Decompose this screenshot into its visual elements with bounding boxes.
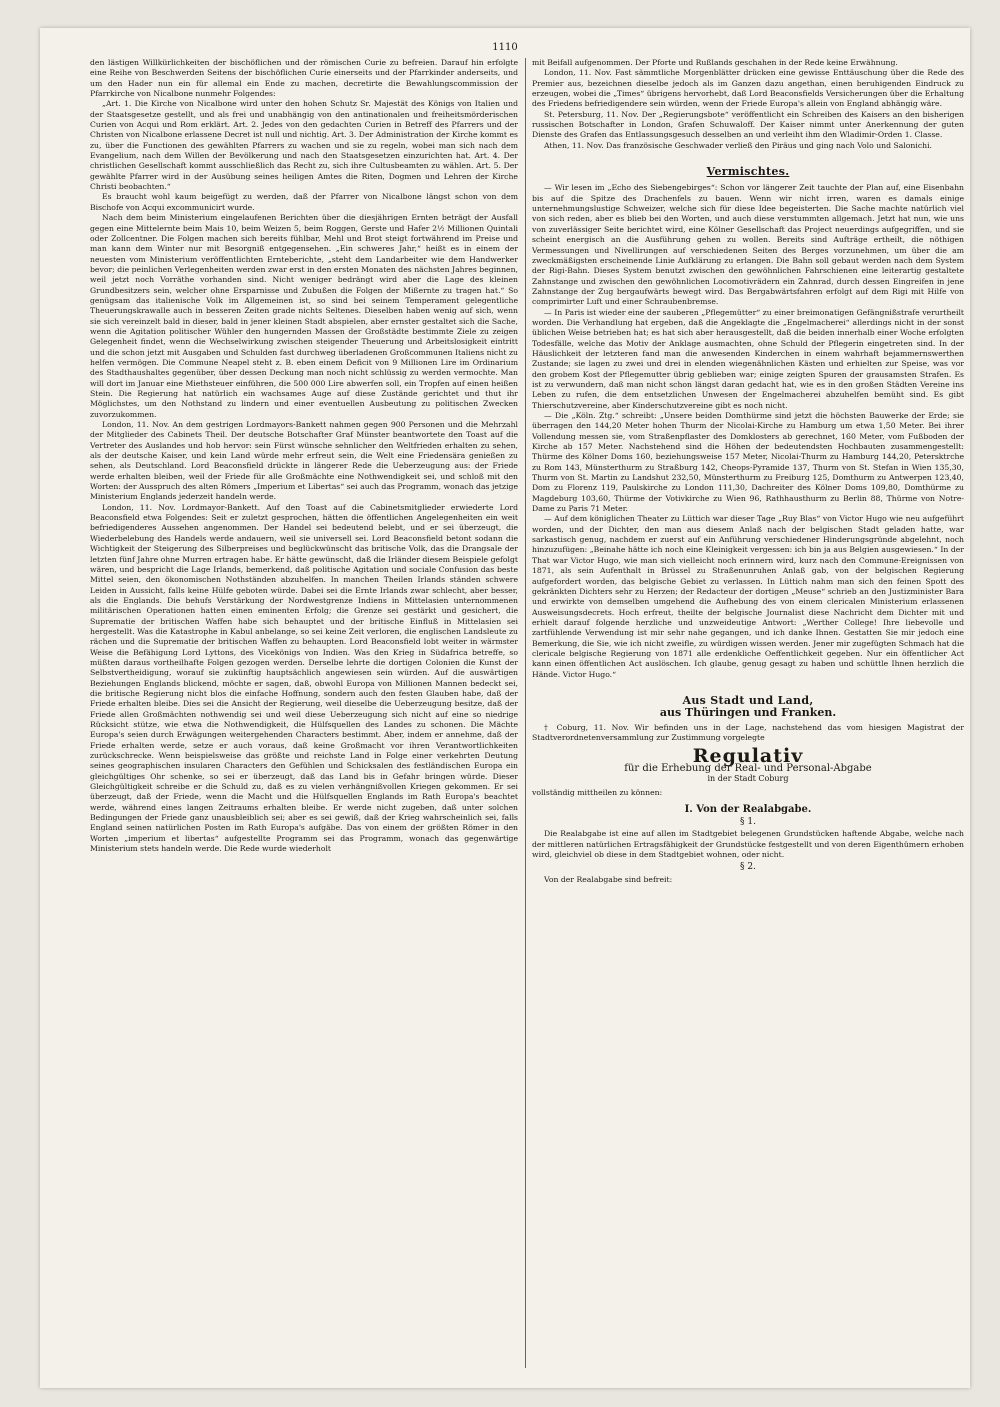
article-paragraph: den lästigen Willkürlichkeiten der bischöflichen und der römischen Curie zu befreien. Darauf hin erfolgte eine Reihe von Beschwerden Seitens der bischöflichen Curie einerseits und der Pfarrkinder anderseits, und um den Hader nun ein für allemal ein Ende zu machen, decretirte die Bewahlungscommission der Pfarrkirche von Nicalbone nunmehr Folgendes: (90, 58, 518, 99)
paragraph-number: § 2. (740, 862, 756, 873)
article-paragraph: London, 11. Nov. An dem gestrigen Lordmayors-Bankett nahmen gegen 900 Personen und die Mehrzahl der Mitglieder des Cabinets Theil. Der deutsche Botschafter Graf Münster beantwortete den Toast auf die Vertreter des Auslandes und hob hervor: sein Fürst wünsche sehnlicher den Weltfrieden erhalten zu sehen, als der deutsche Kaiser, und kein Land würde mehr erfreut sein, die Welt eine Friedensära genießen zu sehen, als Deutschland. Lord Beaconsfield drückte in längerer Rede die Ueberzeugung aus: der Friede werde erhalten bleiben, weil der Friede für alle Großmächte eine Nothwendigkeit sei, und schloß mit den Worten: der Ausspruch des alten Römers „Imperium et Libertas“ sei auch das Programm, wonach das jetzige Ministerium Englands jederzeit handeln werde. (90, 420, 518, 502)
regulativ-section-heading: I. Von der Realabgabe. (684, 803, 812, 815)
article-paragraph: — Auf dem königlichen Theater zu Lüttich war dieser Tage „Ruy Blas“ von Victor Hugo wie neu aufgeführt worden, und der Dichter, den man aus diesem Anlaß nach der belgischen Stadt geladen hatte, war sarkastisch genug, nachdem er zuerst auf ein Anführung verschiedener Hinderungsgründe abgelehnt, noch hinzuzufügen: „Beinahe hätte ich noch eine Kleinigkeit vergessen: ich bin ja aus Belgien ausgewiesen.“ In der That war Victor Hugo, wie man sich vielleicht noch erinnern wird, kurz nach den Commune-Ereignissen von 1871, als sein Aufenthalt in Brüssel zu Straßenunruhen Anlaß gab, von der belgischen Regierung aufgefordert worden, das belgische Gebiet zu verlassen. In Lüttich nahm man sich den feinen Spott des gekränkten Dichters sehr zu Herzen; der Redacteur der dortigen „Meuse“ schrieb an den Justizminister Bara und erwirkte von demselben umgehend die Aufhebung des von einem clericalen Ministerium erlassenen Ausweisungsdecrets. Hoch erfreut, theilte der belgische Journalist diese Nachricht dem Dichter mit und erhielt darauf folgende herzliche und unzweideutige Antwort: „Werther College! Ihre liebevolle und zartfühlende Verwendung ist mir sehr nahe gegangen, und ich danke Ihnen. Gestatten Sie mir jedoch eine Bemerkung, die Sie, wie ich nicht zweifle, zu würdigen wissen werden. Jener mir zugefügten Schmach hat die clericale belgische Regierung von 1871 alle erdenkliche Oeffentlichkeit gegeben. Nur ein öffentlicher Act kann einen öffentlichen Act auslöschen. Ich glaube, genug gesagt zu haben und schüttle Ihnen herzlich die Hände. Victor Hugo.“ (532, 514, 964, 679)
regulativ-place: in der Stadt Coburg (707, 774, 789, 783)
article-paragraph: London, 11. Nov. Lordmayor-Bankett. Auf den Toast auf die Cabinetsmitglieder erwiederte Lord Beaconsfield etwa Folgendes: Seit er zuletzt gesprochen, hätten die öffentlichen Angelegenheiten ein weit befriedigenderes Aussehen angenommen. Der Handel sei bedeutend belebt, und er sei überzeugt, die Wiederbelebung des Handels werde andauern, weil sie universell sei. Lord Beaconsfield betont sodann die Wichtigkeit der Steigerung des Silberpreises und beglückwünscht das britische Volk, das die Drangsale der letzten fünf Jahre ohne Murren ertragen habe. Er hätte gewünscht, daß die Irländer diesem Beispiele gefolgt wären, und bespricht die Lage Irlands, bemerkend, daß politische Agitation und sociale Confusion das beste Mittel seien, den ökonomischen Nothständen abzuhelfen. In manchen Theilen Irlands ständen schwere Leiden in Aussicht, falls keine Hülfe geboten würde. Dabei sei die Ernte Irlands zwar schlecht, aber besser, als die Englands. Die behufs Verstärkung der Nordwestgrenze Indiens in Mittelasien unternommenen militärischen Operationen hatten einen eminenten Erfolg; die Grenze sei gestärkt und gesichert, die Suprematie der britischen Waffen habe sich behauptet und der britische Einfluß in Mittelasien sei hergestellt. Was die Katastrophe in Kabul anbelange, so sei keine Zeit verloren, die englischen Landsleute zu rächen und die Suprematie der britischen Waffen zu behaupten. Lord Beaconsfield lobt weiter in wärmster Weise die Befähigung Lord Lyttons, des Vicekönigs von Indien. Was den Krieg in Südafrica betreffe, so müßten daraus vortheilhafte Folgen gezogen werden. Derselbe lehrte die dortigen Colonien die Kunst der Selbstvertheidigung, worauf sie zukünftig hauptsächlich angewiesen sein würden. Auf die auswärtigen Beziehungen Englands blickend, möchte er sagen, daß, obwohl Europa von Millionen Mannen bedeckt sei, die britische Regierung nicht blos die einfache Hoffnung, sondern auch den festen Glauben habe, daß der Friede erhalten bleibe. Dies sei die Ansicht der Regierung, weil dieselbe die Ueberzeugung besitze, daß der Friede allen Großmächten nothwendig sei und weil diese Ueberzeugung sich nicht auf eine so niedrige Rücksicht stütze, wie etwa die Nothwendigkeit, die Hülfsquellen des Landes zu schonen. Die Mächte Europa's seien durch Erwägungen weitergehenden Characters bestimmt. Aber, indem er annehme, daß der Friede erhalten werde, setze er auch voraus, daß keine Großmacht vor ihren Verantwortlichkeiten zurückschrecke. Wenn beispielsweise das größte und reichste Land in Folge einer verkehrten Deutung seines geographischen insularen Characters den Gefühlen und Schicksalen des festländischen Europa ein gleichgültiges Ohr schenke, so sei er überzeugt, daß das Land bis in Gefahr bringen würde. Dieser Gleichgültigkeit schreibe er die Schuld zu, daß es zu vielen verhängnißvollen Kriegen gekommen. Er sei überzeugt, daß der Friede, wenn die Macht und die Hülfsquellen Englands im Rath Europa's beachtet werde, während eines langen Zeitraums erhalten bleibe. Er werde nicht zugeben, daß unter solchen Bedingungen der Friede ganz unausbleiblich sei; aber es sei gewiß, daß der Krieg wahrscheinlich sei, falls England seinen natürlichen Posten im Rath Europa's aufgäbe. Das von einem der größten Römer in den Worten „imperium et libertas“ aufgestellte Programm sei das Programm, wonach das gegenwärtige Ministerium stets handeln werde. Die Rede wurde wiederholt (90, 502, 518, 854)
article-paragraph: London, 11. Nov. Fast sämmtliche Morgenblätter drücken eine gewisse Enttäuschung über die Rede des Premier aus, bezeichnen dieselbe jedoch als im Ganzen dazu angethan, einen beruhigenden Eindruck zu erzeugen, wobei die „Times“ übrigens hervorhebt, daß Lord Beaconsfields Versicherungen über die Erhaltung des Friedens befriedigendere sein würden, wenn der Friede Europa's allein von England abhängig wäre. (532, 68, 964, 109)
newspaper-page (40, 28, 970, 1388)
article-paragraph: — Wir lesen im „Echo des Siebengebirges“: Schon vor längerer Zeit tauchte der Plan auf, eine Eisenbahn bis auf die Spitze des Drachenfels zu bauen. Wenn wir nicht irren, waren es damals einige unternehmungslustige Schweizer, welche sich für diese Idee begeisterten. Die Sache machte natürlich viel von sich reden, aber es blieb bei den Worten, und auch diese verstummten allgemach. Jetzt hat nun, wie uns von zuverlässiger Seite berichtet wird, eine Kölner Gesellschaft das Project neuerdings aufgegriffen, und sie scheint energisch an die Ausführung gehen zu wollen. Bereits sind Aufträge ertheilt, die nöthigen Vermessungen und Nivellirungen auf verschiedenen Seiten des Berges vorzunehmen, um über die am zweckmäßigsten erscheinende Linie Aufklärung zu erlangen. Die Bahn soll gebaut werden nach dem System der Rigi-Bahn. Dieses System benutzt zwischen den gewöhnlichen Fahrschienen eine leiterartig gestaltete Zahnstange und zwischen den gewöhnlichen Locomotivrädern ein Zahnrad, durch dessen Eingreifen in jene Zahnstange der Zug bergaufwärts bewegt wird. Das Bergabwärtsfahren erfolgt auf dem Rigi mit Hilfe von comprimirter Luft und einer Schraubenbremse. (532, 183, 964, 307)
article-paragraph: — Die „Köln. Ztg.“ schreibt: „Unsere beiden Domthürme sind jetzt die höchsten Bauwerke der Erde; sie überragen den 144,20 Meter hohen Thurm der Nicolai-Kirche zu Hamburg um etwa 1,50 Meter. Bei ihrer Vollendung messen sie, vom Straßenpflaster des Domklosters ab gerechnet, 160 Meter, vom Fußboden der Kirche ab 157 Meter. Nachstehend sind die Höhen der bedeutendsten Hochbauten zusammengestellt: Thürme des Kölner Doms 160, beziehungsweise 157 Meter, Nicolai-Thurm zu Hamburg 144,20, Petersktrche zu Rom 143, Münsterthurm zu Straßburg 142, Cheops-Pyramide 137, Thurm von St. Stefan in Wien 135,30, Thurm von St. Martin zu Landshut 232,50, Münsterthurm zu Freiburg 125, Domthurm zu Antwerpen 123,40, Dom zu Florenz 119, Paulskirche zu London 111,30, Dachreiter des Kölner Doms 109,80, Domthürme zu Magdeburg 103,60, Thürme der Votivkirche zu Wien 96, Rathhausthurm zu Berlin 88, Thürme von Notre-Dame zu Paris 71 Meter. (532, 411, 964, 514)
regulativ-lead: vollständig mittheilen zu können: (532, 788, 663, 798)
regulativ-title: Regulativ (692, 745, 804, 768)
left-column (90, 58, 518, 1368)
article-paragraph: Die Realabgabe ist eine auf allen im Stadtgebiet belegenen Grundstücken haftende Abgabe, welche nach der mittleren natürlichen Ertragsfähigkeit der Grundstücke festgestellt und von deren Eigenthümern erhoben wird, gleichviel ob diese in dem Stadtgebiet wohnen, oder nicht. (532, 829, 964, 860)
right-column (532, 58, 964, 1368)
paragraph-number: § 1. (740, 817, 756, 828)
article-paragraph: — In Paris ist wieder eine der sauberen „Pflegemütter“ zu einer breimonatigen Gefängnißstrafe verurtheilt worden. Die Verhandlung hat ergeben, daß die Angeklagte die „Engelmacherei“ allerdings nicht in der sonst üblichen Weise betrieben hat; es hat sich aber herausgestellt, daß die beiden innerhalb einer Woche erfolgten Todesfälle, welche das Motiv der Anklage ausmachten, ohne Schuld der Pflegerin eingetreten sind. In der Häuslichkeit der letzteren fand man die anwesenden Kinderchen in einem wahrhaft bejammernswerthen Zustande; sie lagen zu zwei und drei in elenden wiegenähnlichen Kästen und erhielten zur Speise, was vor den grobem Kost der Pflegemutter übrig geblieben war; einige zeigten Spuren der grausamsten Strafen. Es ist zu verwundern, daß man nicht schon längst daran gedacht hat, wie es in den großen Städten Vereine ins Leben zu rufen, die dem entsetzlichen Unwesen der Engelmacherei abzuhelfen bemüht sind. Es gibt Thierschutzvereine, aber Kinderschutzvereine gibt es noch nicht. (532, 307, 964, 410)
article-paragraph: Von der Realabgabe sind befreit: (544, 874, 673, 884)
column-divider (525, 58, 526, 1368)
page-number: 1110 (492, 42, 518, 53)
section-heading-local: Aus Stadt und Land, (682, 693, 814, 707)
article-paragraph: „Art. 1. Die Kirche von Nicalbone wird unter den hohen Schutz Sr. Majestät des Königs von Italien und der Staatsgesetze gestellt, und als frei und unabhängig von den antinationalen und freiheitsmörderischen Curien von Acqui und Rom erklärt. Art. 2. Jedes von den gedachten Curien in Betreff des Pfarrers und der Christen von Nicalbone erlassene Decret ist null und nichtig. Art. 3. Der Administration der Kirche kommt es zu, über die Functionen des gewählten Pfarrers zu wachen und sie zu regeln, wobei man sich nach dem Evangelium, nach dem Willen der Bevölkerung und nach den Staatsgesetzen einzurichten hat. Art. 4. Der christlichen Gesellschaft kommt ausschließlich das Recht zu, sich ihre Cultusbeamten zu wählen. Art. 5. Der gewählte Pfarrer wird in der Ausübung seines heiligen Amtes die Riten, Dogmen und Lehren der Kirche Christi beobachten.“ (90, 99, 518, 192)
article-paragraph: Athen, 11. Nov. Das französische Geschwader verließ den Piräus und ging nach Volo und Salonichi. (544, 140, 932, 150)
article-paragraph: St. Petersburg, 11. Nov. Der „Regierungsbote“ veröffentlicht ein Schreiben des Kaisers an den bisherigen russischen Botschafter in London, Grafen Schuwaloff. Der Kaiser nimmt unter Anerkennung der guten Dienste des Grafen das Entlassungsgesuch desselben an und verleiht ihm den Wladimir-Orden 1. Classe. (532, 109, 964, 140)
regulativ-subtitle: für die Erhebung der Real- und Personal-Abgabe (624, 762, 872, 774)
section-heading-vermischtes: Vermischtes. (706, 165, 790, 179)
article-paragraph: † Coburg, 11. Nov. Wir befinden uns in der Lage, nachstehend das vom hiesigen Magistrat der Stadtverordnetenversammlung zur Zustimmung vorgelegte (532, 722, 964, 742)
article-paragraph: mit Beifall aufgenommen. Der Pforte und Rußlands geschahen in der Rede keine Erwähnung. (532, 58, 898, 67)
article-paragraph: Es braucht wohl kaum beigefügt zu werden, daß der Pfarrer von Nicalbone längst schon von dem Bischofe von Acqui excommunicirt wurde. (90, 192, 518, 212)
section-subheading-local: aus Thüringen und Franken. (659, 706, 837, 720)
article-paragraph: Nach dem beim Ministerium eingelaufenen Berichten über die diesjährigen Ernten beträgt der Ausfall gegen eine Mittelernte beim Mais 10, beim Weizen 5, beim Roggen, Gerste und Hafer 2½ Millionen Quintali oder Zollcentner. Die Folgen machen sich bereits fühlbar, Mehl und Brot steigt fortwährend im Preise und man kann dem Winter nur mit Besorgniß entgegensehen. „Ein schweres Jahr,“ heißt es in einem der neuesten vom Ministerium veröffentlichten Ernteberichte, „steht dem Landarbeiter wie dem Handwerker bevor; die peinlichen Verlegenheiten werden zwar erst in den ersten Monaten des nächsten Jahres beginnen, weil jetzt noch Vorräthe vorhanden sind. Nicht weniger bedrängt wird aber die Lage des kleinen Grundbesitzers sein, welcher ohne Ersparnisse und Zubußen die Folgen der Mißernte zu tragen hat.“ So genügsam das italienische Volk im Allgemeinen ist, so sind bei seinem Temperament gelegentliche Theuerungskrawalle auch in besseren Zeiten grade nichts Seltenes. Dieselben haben wenig auf sich, wenn sie sich vereinzelt bald in dieser, bald in jener kleinen Stadt abspielen, aber ernster gestaltet sich die Sache, wenn die Agitation politischer Wühler den hungernden Massen der Großstädte bestimmte Ziele zu zeigen Gelegenheit findet, wenn die Wechselwirkung zwischen steigender Theuerung und Arbeitslosigkeit eintritt und die schon jetzt mit Ausgaben und Schulden fast durchweg überladenen Großcommunen Italiens nicht zu helfen vermögen. Die Commune Neapel steht z. B. eben einem Deficit von 9 Millionen Lire im Ordinarium des Stadthaushaltes gegenüber, über dessen Deckung man noch nicht schlüssig zu werden vermochte. Man will dort im Januar eine Miethsteuer einführen, die 500 000 Lire abwerfen soll, ein Tropfen auf einen heißen Stein. Die Regierung hat natürlich ein wachsames Auge auf diese Zustände gerichtet und thut ihr Möglichstes, um den Nothstand zu lindern und einer eventuellen Ausbeutung zu politischen Zwecken zuvorzukommen. (90, 213, 518, 419)
